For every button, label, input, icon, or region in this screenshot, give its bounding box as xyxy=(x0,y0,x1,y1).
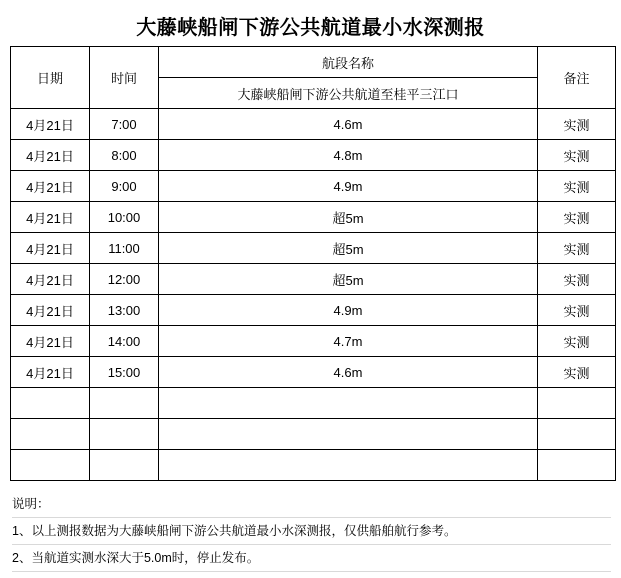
table-row xyxy=(11,450,616,481)
table-row xyxy=(11,233,616,264)
table-row xyxy=(11,357,616,388)
header-time: 时间 xyxy=(90,47,159,109)
cell-date: 4月21日 xyxy=(11,357,90,388)
cell-depth: 4.9m xyxy=(159,295,538,326)
cell-time: 14:00 xyxy=(90,326,159,357)
cell-time: 15:00 xyxy=(90,357,159,388)
cell-date: 4月21日 xyxy=(11,171,90,202)
table-row xyxy=(11,388,616,419)
cell-depth: 4.6m xyxy=(159,357,538,388)
cell-date: 4月21日 xyxy=(11,202,90,233)
cell-time: 7:00 xyxy=(90,109,159,140)
table-row xyxy=(11,264,616,295)
note-item-1: 1、以上测报数据为大藤峡船闸下游公共航道最小水深测报，仅供船舶航行参考。 xyxy=(12,524,457,538)
cell-depth: 4.7m xyxy=(159,326,538,357)
table-row xyxy=(11,419,616,450)
table-row xyxy=(11,295,616,326)
table-body xyxy=(11,47,616,481)
cell-time xyxy=(90,450,159,481)
cell-time: 13:00 xyxy=(90,295,159,326)
cell-depth: 超5m xyxy=(159,233,538,264)
cell-note: 实测 xyxy=(538,109,616,140)
cell-date: 4月21日 xyxy=(11,233,90,264)
table-row xyxy=(11,171,616,202)
cell-date: 4月21日 xyxy=(11,109,90,140)
spreadsheet-page xyxy=(0,8,621,578)
page-title xyxy=(10,8,611,42)
cell-note: 实测 xyxy=(538,357,616,388)
cell-time xyxy=(90,388,159,419)
cell-time: 8:00 xyxy=(90,140,159,171)
cell-note xyxy=(538,419,616,450)
cell-note xyxy=(538,388,616,419)
cell-date xyxy=(11,388,90,419)
table-row xyxy=(11,109,616,140)
depth-report-table xyxy=(10,46,616,481)
cell-date xyxy=(11,450,90,481)
cell-time: 12:00 xyxy=(90,264,159,295)
cell-note: 实测 xyxy=(538,295,616,326)
cell-note: 实测 xyxy=(538,326,616,357)
cell-note: 实测 xyxy=(538,202,616,233)
cell-date: 4月21日 xyxy=(11,140,90,171)
cell-time: 9:00 xyxy=(90,171,159,202)
cell-depth: 4.9m xyxy=(159,171,538,202)
cell-depth: 4.8m xyxy=(159,140,538,171)
cell-date xyxy=(11,419,90,450)
cell-depth xyxy=(159,388,538,419)
notes-divider-3 xyxy=(12,571,611,572)
table-row xyxy=(11,202,616,233)
cell-note: 实测 xyxy=(538,264,616,295)
cell-note xyxy=(538,450,616,481)
cell-note: 实测 xyxy=(538,171,616,202)
table-row xyxy=(11,140,616,171)
header-channel-group: 航段名称 xyxy=(159,47,538,78)
cell-depth: 4.6m xyxy=(159,109,538,140)
notes-section xyxy=(12,491,611,572)
page-title-text: 大藤峡船闸下游公共航道最小水深测报 xyxy=(136,16,485,39)
table-row xyxy=(11,326,616,357)
header-note: 备注 xyxy=(538,47,616,109)
cell-depth xyxy=(159,419,538,450)
table-header-row xyxy=(11,47,616,78)
note-item-2: 2、当航道实测水深大于5.0m时，停止发布。 xyxy=(12,551,260,565)
cell-depth xyxy=(159,450,538,481)
cell-time: 10:00 xyxy=(90,202,159,233)
cell-time xyxy=(90,419,159,450)
cell-depth: 超5m xyxy=(159,202,538,233)
header-date: 日期 xyxy=(11,47,90,109)
cell-date: 4月21日 xyxy=(11,295,90,326)
cell-time: 11:00 xyxy=(90,233,159,264)
cell-depth: 超5m xyxy=(159,264,538,295)
cell-note: 实测 xyxy=(538,140,616,171)
cell-date: 4月21日 xyxy=(11,326,90,357)
cell-date: 4月21日 xyxy=(11,264,90,295)
header-channel-sub: 大藤峡船闸下游公共航道至桂平三江口 xyxy=(159,78,538,109)
notes-label: 说明： xyxy=(12,497,50,511)
cell-note: 实测 xyxy=(538,233,616,264)
